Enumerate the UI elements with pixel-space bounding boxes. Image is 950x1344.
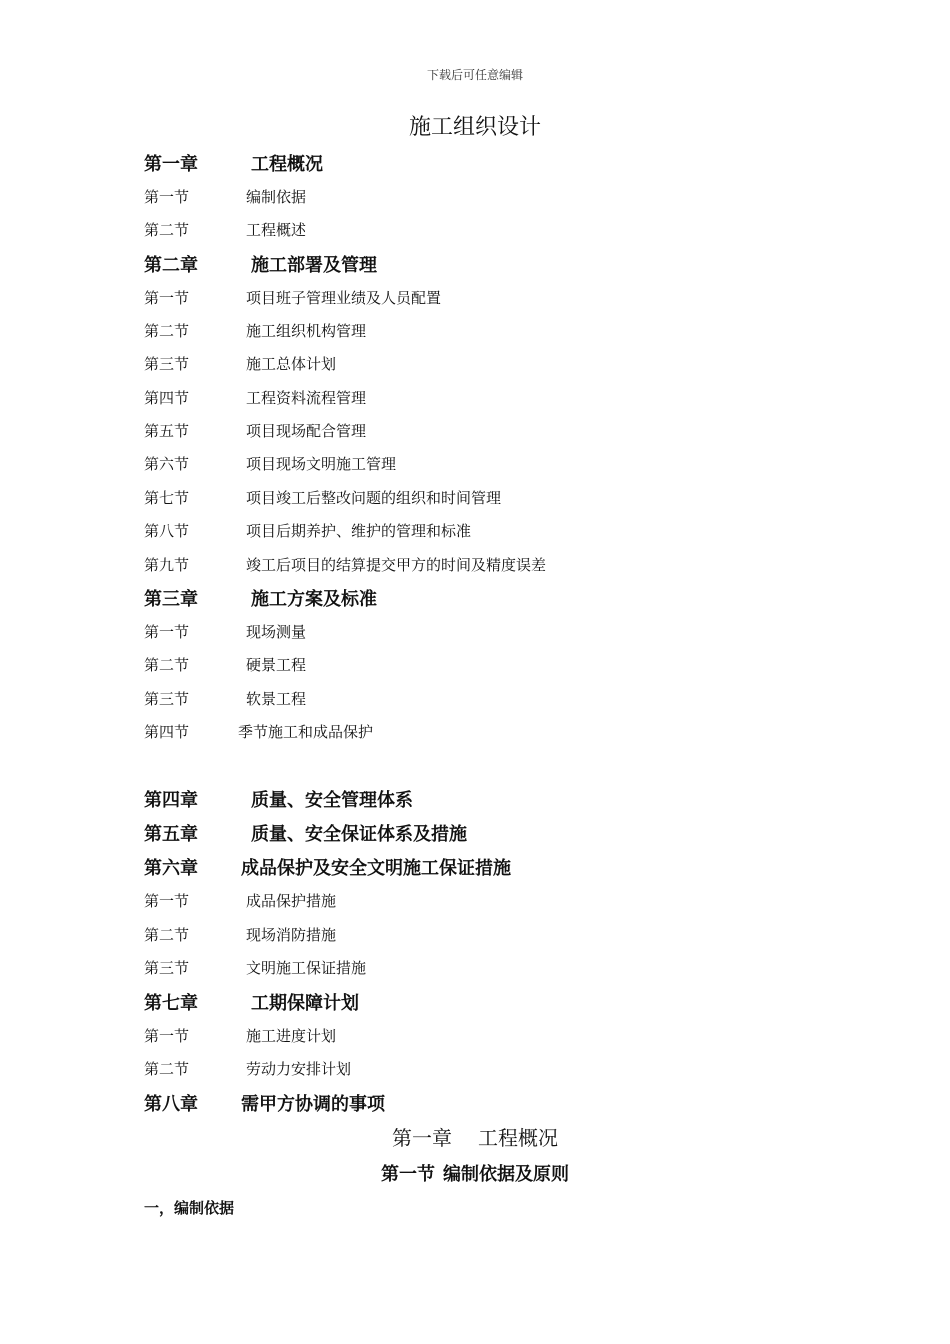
toc-section-number: 第一节: [144, 892, 190, 910]
toc-section-number: 第四节: [144, 723, 190, 741]
toc-section-title: 季节施工和成品保护: [238, 723, 374, 741]
body-chapter-number: 第一章: [392, 1126, 452, 1150]
toc-section-number: 第五节: [144, 422, 190, 440]
toc-chapter-title: 质量、安全管理体系: [251, 790, 413, 811]
toc-chapter-title: 成品保护及安全文明施工保证措施: [241, 858, 511, 879]
body-chapter-title: 工程概况: [478, 1126, 558, 1150]
toc-section-title: 施工总体计划: [246, 355, 337, 373]
toc-section-title: 施工组织机构管理: [246, 322, 367, 340]
toc-section-title: 项目现场配合管理: [246, 422, 367, 440]
toc-section-title: 文明施工保证措施: [246, 959, 367, 977]
body-section-heading: [0, 1160, 950, 1186]
toc-section-title: 劳动力安排计划: [246, 1060, 352, 1078]
toc-section-title: 现场测量: [246, 623, 307, 641]
toc-chapter-title: 施工方案及标准: [251, 589, 377, 610]
toc-section-title: 项目现场文明施工管理: [246, 455, 397, 473]
toc-section-title: 编制依据: [246, 188, 307, 206]
toc-section-number: 第二节: [144, 322, 190, 340]
toc-section-number: 第八节: [144, 522, 190, 540]
toc-section-title: 竣工后项目的结算提交甲方的时间及精度误差: [246, 556, 547, 574]
toc-section-number: 第三节: [144, 355, 190, 373]
toc-chapter-title: 质量、安全保证体系及措施: [251, 824, 467, 845]
toc-section-title: 工程概述: [246, 221, 307, 239]
header-note: 下载后可任意编辑: [426, 68, 523, 82]
document-title: 施工组织设计: [408, 115, 541, 140]
toc-chapter-title: 工程概况: [251, 154, 323, 175]
body-section-number: 第一节: [381, 1164, 435, 1185]
toc-section-number: 第二节: [144, 656, 190, 674]
toc-section-number: 第一节: [144, 623, 190, 641]
toc-section-title: 项目后期养护、维护的管理和标准: [246, 522, 472, 540]
toc-section-number: 第九节: [144, 556, 190, 574]
toc-chapter-title: 需甲方协调的事项: [241, 1094, 385, 1115]
toc-section-number: 第七节: [144, 489, 190, 507]
toc-section-title: 现场消防措施: [246, 926, 337, 944]
toc-section-title: 项目竣工后整改问题的组织和时间管理: [246, 489, 502, 507]
toc-section-number: 第二节: [144, 926, 190, 944]
toc-section-number: 第四节: [144, 389, 190, 407]
toc-chapter-number: 第三章: [144, 589, 198, 610]
toc-chapter-number: 第二章: [144, 255, 198, 276]
toc-section-number: 第一节: [144, 1027, 190, 1045]
toc-chapter-number: 第八章: [144, 1094, 198, 1115]
body-chapter-heading: [0, 1122, 950, 1151]
toc-section-title: 软景工程: [246, 690, 307, 708]
toc-section-number: 第六节: [144, 455, 190, 473]
body-section-title: 编制依据及原则: [443, 1164, 569, 1185]
toc-section-title: 项目班子管理业绩及人员配置: [246, 289, 442, 307]
toc-section-title: 施工进度计划: [246, 1027, 337, 1045]
toc-chapter-number: 第六章: [144, 858, 198, 879]
toc-chapter-title: 工期保障计划: [251, 993, 359, 1014]
toc-chapter-number: 第四章: [144, 790, 198, 811]
toc-section-title: 成品保护措施: [246, 892, 337, 910]
toc-chapter-number: 第五章: [144, 824, 198, 845]
body-sub-heading: 一，编制依据: [144, 1199, 235, 1217]
toc-section-number: 第三节: [144, 690, 190, 708]
toc-chapter-number: 第一章: [144, 154, 198, 175]
toc-section-title: 工程资料流程管理: [246, 389, 367, 407]
toc-section-number: 第一节: [144, 289, 190, 307]
toc-section-number: 第三节: [144, 959, 190, 977]
toc-chapter-number: 第七章: [144, 993, 198, 1014]
toc-chapter-title: 施工部署及管理: [251, 255, 377, 276]
toc-section-number: 第二节: [144, 221, 190, 239]
toc-section-number: 第二节: [144, 1060, 190, 1078]
toc-section-number: 第一节: [144, 188, 190, 206]
toc-section-title: 硬景工程: [246, 656, 307, 674]
